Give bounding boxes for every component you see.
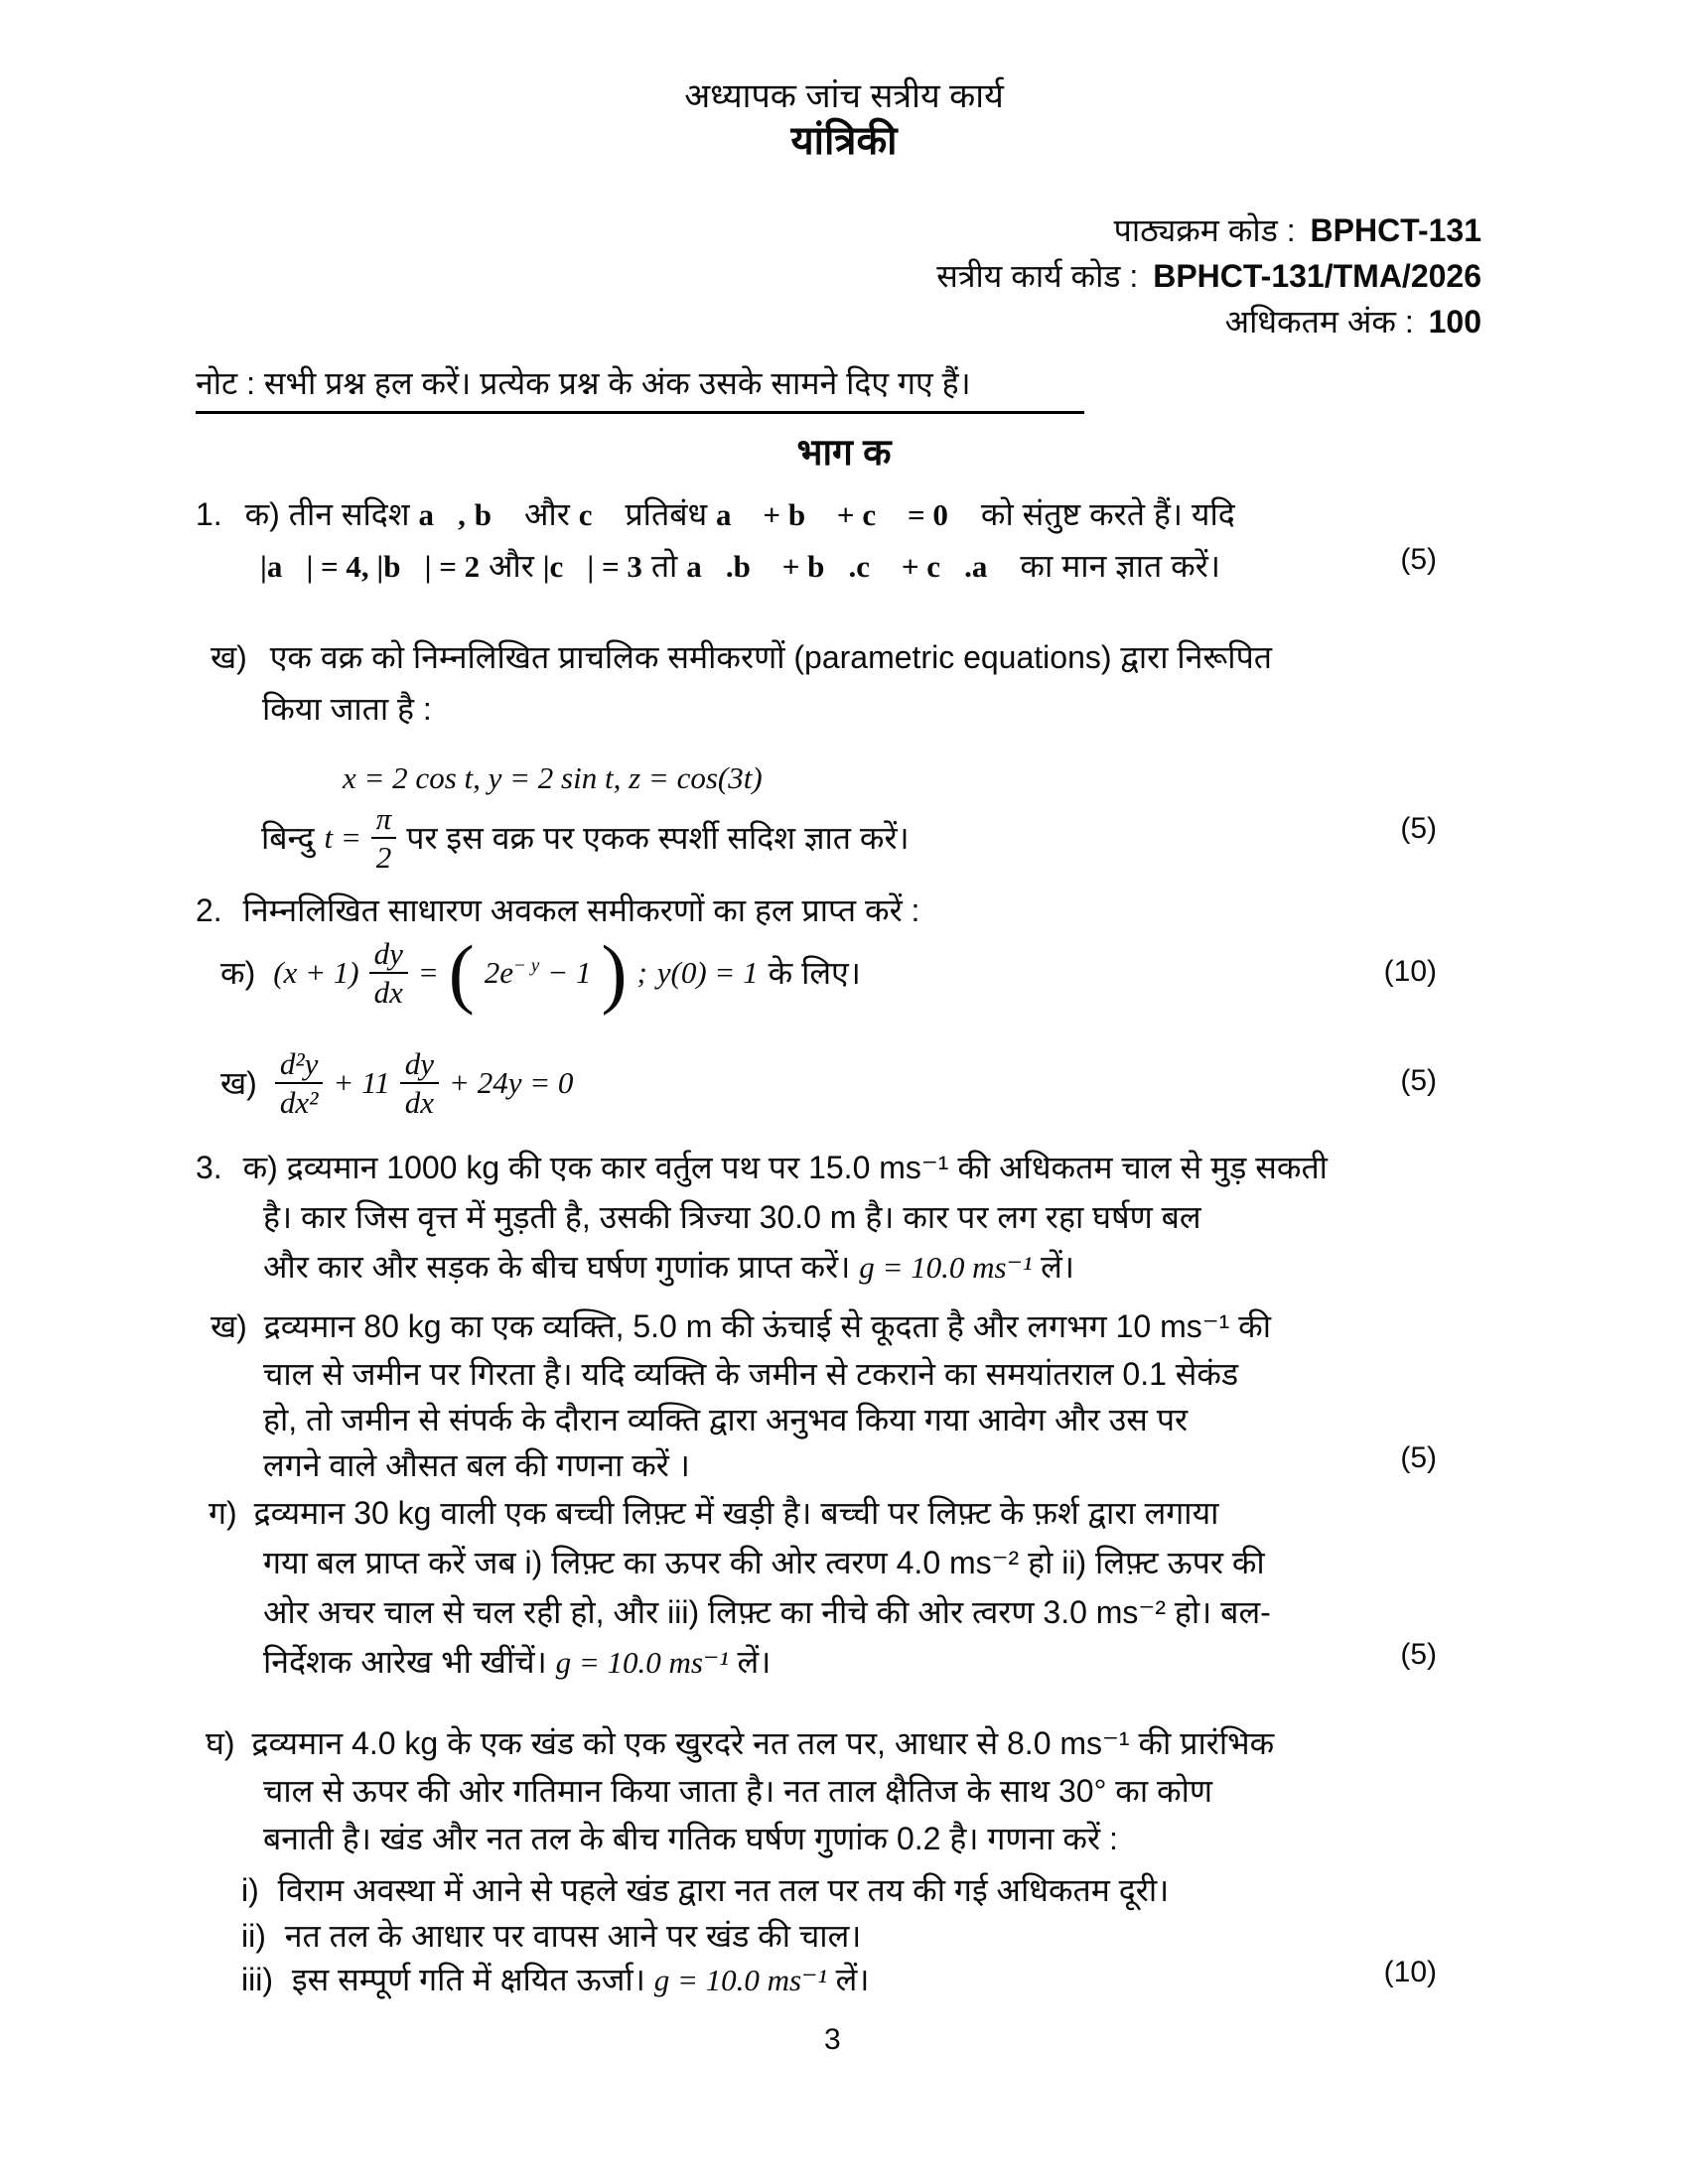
- q1a-line1: [196, 490, 1235, 539]
- q1b-text: बिन्दु: [261, 820, 315, 856]
- q1a-marks: (5): [1400, 543, 1437, 576]
- item-text: लें।: [835, 1962, 870, 1997]
- q3d-marker: घ): [206, 1725, 235, 1761]
- equals-sign: =: [417, 955, 439, 990]
- q3c-text: द्रव्यमान 30 kg वाली एक बच्ची लिफ़्ट में खड़ी है। बच्ची पर लिफ़्ट के फ़र्श द्वारा लगाया: [253, 1495, 1219, 1531]
- q3d-text: द्रव्यमान 4.0 kg के एक खंड को एक खुरदरे नत तल पर, आधार से 8.0 ms⁻¹ की प्रारंभिक: [251, 1725, 1275, 1761]
- q1a-text: प्रतिबंध: [625, 496, 708, 532]
- q3a-text: और कार और सड़क के बीच घर्षण गुणांक प्राप्त करें।: [263, 1249, 851, 1285]
- fraction-numerator: π: [375, 800, 392, 836]
- q3c-line3: ओर अचर चाल से चल रही हो, और iii) लिफ़्ट का नीचे की ओर त्वरण 3.0 ms⁻² हो। बल-: [263, 1594, 1271, 1630]
- g-value-equation: g = 10.0 ms⁻¹: [653, 1963, 827, 1997]
- q2b-marks: (5): [1400, 1064, 1437, 1097]
- q1b-text: एक वक्र को निम्नलिखित प्राचलिक समीकरणों (parametric equations) द्वारा निरूपित: [269, 639, 1272, 675]
- max-marks-label: अधिकतम अंक :: [1224, 304, 1414, 340]
- d2y-dx2-fraction: [275, 1046, 324, 1120]
- magnitude-equation-c: |c⃗| = 3: [542, 549, 642, 584]
- q3a-line1: [196, 1144, 1328, 1191]
- assignment-code-label: सत्रीय कार्य कोड :: [936, 258, 1139, 294]
- q3d-line1: [206, 1719, 1274, 1767]
- part-heading: भाग क: [796, 432, 892, 473]
- q1b-line2: किया जाता है :: [262, 691, 432, 727]
- exp-tail: − 1: [547, 955, 592, 990]
- q3-number: 3.: [196, 1150, 222, 1185]
- pi-over-2-fraction: [371, 801, 397, 875]
- fraction-denominator: dx: [369, 972, 408, 1011]
- q3d-line3: बनाती है। खंड और नत तल के बीच गतिक घर्षण गुणांक 0.2 है। गणना करें :: [263, 1821, 1118, 1856]
- max-marks-line: [1225, 298, 1481, 345]
- item-text: विराम अवस्था में आने से पहले खंड द्वारा नत तल पर तय की गई अधिकतम दूरी।: [277, 1872, 1170, 1908]
- q1b-text: पर इस वक्र पर एकक स्पर्शी सदिश ज्ञात करें।: [406, 820, 910, 856]
- q2a-lhs: (x + 1): [273, 955, 359, 990]
- page-number: 3: [824, 2023, 841, 2056]
- t-equals: t =: [324, 820, 361, 855]
- q3c-line2: गया बल प्राप्त करें जब i) लिफ़्ट का ऊपर की ओर त्वरण 4.0 ms⁻² हो ii) लिफ़्ट ऊपर की: [263, 1545, 1265, 1580]
- q3b-line3: हो, तो जमीन से संपर्क के दौरान व्यक्ति द्वारा अनुभव किया गया आवेग और उस पर: [263, 1402, 1189, 1437]
- q1a-text: और: [523, 496, 570, 532]
- q3a-text: लें।: [1041, 1249, 1074, 1285]
- vector-sum-equation: a⃗ + b⃗ + c⃗ = 0⃗: [716, 497, 972, 532]
- magnitude-equation-ab: |a⃗| = 4, |b⃗| = 2: [260, 549, 481, 584]
- page-subtitle: यांत्रिकी: [790, 119, 898, 163]
- q2b-equation-row: [220, 1028, 573, 1138]
- q3a-line3: [263, 1243, 1074, 1292]
- q3c-text: निर्देशक आरेख भी खींचें।: [263, 1644, 547, 1680]
- q1b-line1: [211, 633, 1272, 681]
- big-paren-open: (: [448, 928, 475, 1016]
- q3b-marks: (5): [1400, 1441, 1437, 1474]
- fraction-numerator: d²y: [279, 1045, 319, 1081]
- g-value-equation: g = 10.0 ms⁻¹: [859, 1250, 1033, 1285]
- assignment-code-line: [936, 252, 1481, 300]
- q3d-item-3: [241, 1956, 869, 2004]
- q3b-line1: [211, 1302, 1271, 1350]
- fraction-numerator: dy: [404, 1045, 435, 1081]
- note-underline: [196, 411, 1084, 414]
- q3d-item-1: [241, 1866, 1169, 1914]
- q1a-line2: [260, 542, 1220, 591]
- q1b-line3: [261, 794, 910, 882]
- exponential-term: [485, 955, 592, 991]
- g-value-equation: g = 10.0 ms⁻¹: [555, 1645, 729, 1680]
- initial-condition: y(0) = 1: [656, 955, 759, 990]
- q3d-item-2: [241, 1912, 861, 1960]
- vector-a: a⃗,: [418, 497, 466, 532]
- q1a-text: और: [489, 548, 534, 584]
- course-code-value: BPHCT-131: [1310, 212, 1481, 248]
- q1b-parametric-equation: x = 2 cos t, y = 2 sin t, z = cos(3t): [343, 760, 763, 795]
- fraction-numerator: dy: [373, 935, 403, 971]
- q1a-marker: क): [244, 496, 280, 532]
- q3c-line4: [263, 1638, 771, 1687]
- q3c-line1: [209, 1489, 1218, 1537]
- q1a-text: का मान ज्ञात करें।: [1020, 548, 1220, 584]
- q1a-text: तो: [650, 548, 678, 584]
- q2b-marker: ख): [220, 1065, 257, 1101]
- course-code-line: [1114, 206, 1481, 254]
- max-marks-value: 100: [1428, 304, 1481, 340]
- q2a-marker: क): [220, 955, 256, 991]
- q1a-text: तीन सदिश: [288, 496, 410, 532]
- q3d-line2: चाल से ऊपर की ओर गतिमान किया जाता है। नत ताल क्षैतिज के साथ 30° का कोण: [263, 1773, 1213, 1809]
- vector-c: c⃗: [578, 497, 617, 532]
- q3d-marks: (10): [1383, 1956, 1437, 1988]
- item-label: i): [241, 1872, 259, 1908]
- q3c-marks: (5): [1400, 1638, 1437, 1671]
- q3b-line4: लगने वाले औसत बल की गणना करें ।: [263, 1447, 690, 1483]
- course-code-label: पाठ्यक्रम कोड :: [1113, 212, 1296, 248]
- q3a-marker: क): [242, 1150, 278, 1185]
- q2-intro-text: निम्नलिखित साधारण अवकल समीकरणों का हल प्राप्त करें :: [242, 892, 920, 928]
- q2a-equation-row: [220, 925, 861, 1021]
- q3a-line2: है। कार जिस वृत्त में मुड़ती है, उसकी त्रिज्या 30.0 m है। कार पर लग रहा घर्षण बल: [263, 1199, 1201, 1235]
- dy-dx-fraction: [400, 1046, 439, 1120]
- item-label: iii): [241, 1962, 273, 1997]
- page-title: अध्यापक जांच सत्रीय कार्य: [684, 77, 1004, 115]
- vector-b: b⃗: [474, 497, 516, 532]
- item-text: इस सम्पूर्ण गति में क्षयित ऊर्जा।: [291, 1962, 645, 1997]
- q2a-marks: (10): [1383, 955, 1437, 988]
- q3b-line2: चाल से जमीन पर गिरता है। यदि व्यक्ति के जमीन से टकराने का समयांतराल 0.1 सेकंड: [263, 1356, 1239, 1392]
- assignment-code-value: BPHCT-131/TMA/2026: [1153, 258, 1481, 294]
- q3c-marker: ग): [209, 1495, 237, 1531]
- q1-number: 1.: [196, 496, 222, 532]
- equation-tail: + 24y = 0: [449, 1065, 574, 1100]
- q3a-text: द्रव्यमान 1000 kg की एक कार वर्तुल पथ पर 15.0 ms⁻¹ की अधिकतम चाल से मुड़ सकती: [286, 1150, 1328, 1185]
- dy-dx-fraction: [369, 936, 408, 1010]
- q1a-text: को संतुष्ट करते हैं। यदि: [980, 496, 1235, 532]
- q3b-text: द्रव्यमान 80 kg का एक व्यक्ति, 5.0 m की ऊंचाई से कूदता है और लगभग 10 ms⁻¹ की: [263, 1308, 1272, 1344]
- q1b-marks: (5): [1400, 812, 1437, 845]
- q3c-text: लें।: [737, 1644, 772, 1680]
- q1b-marker: ख): [211, 639, 247, 675]
- big-paren-close: ): [601, 928, 628, 1016]
- exp-superscript: − y: [513, 955, 540, 977]
- dot-product-expression: a⃗.b⃗ + b⃗.c⃗ + c⃗.a⃗: [686, 549, 1012, 584]
- fraction-denominator: dx: [400, 1082, 439, 1121]
- item-text: नत तल के आधार पर वापस आने पर खंड की चाल।: [284, 1918, 862, 1954]
- plus-11: + 11: [333, 1065, 390, 1100]
- q2a-text: के लिए।: [768, 955, 861, 991]
- exp-base: 2e: [484, 955, 513, 990]
- note-line: नोट : सभी प्रश्न हल करें। प्रत्येक प्रश्न के अंक उसके सामने दिए गए हैं।: [196, 365, 971, 401]
- fraction-denominator: 2: [371, 837, 397, 876]
- fraction-denominator: dx²: [275, 1082, 324, 1121]
- item-label: ii): [241, 1918, 266, 1954]
- q2-number: 2.: [196, 892, 222, 928]
- q3b-marker: ख): [211, 1308, 247, 1344]
- semicolon: ;: [636, 955, 647, 990]
